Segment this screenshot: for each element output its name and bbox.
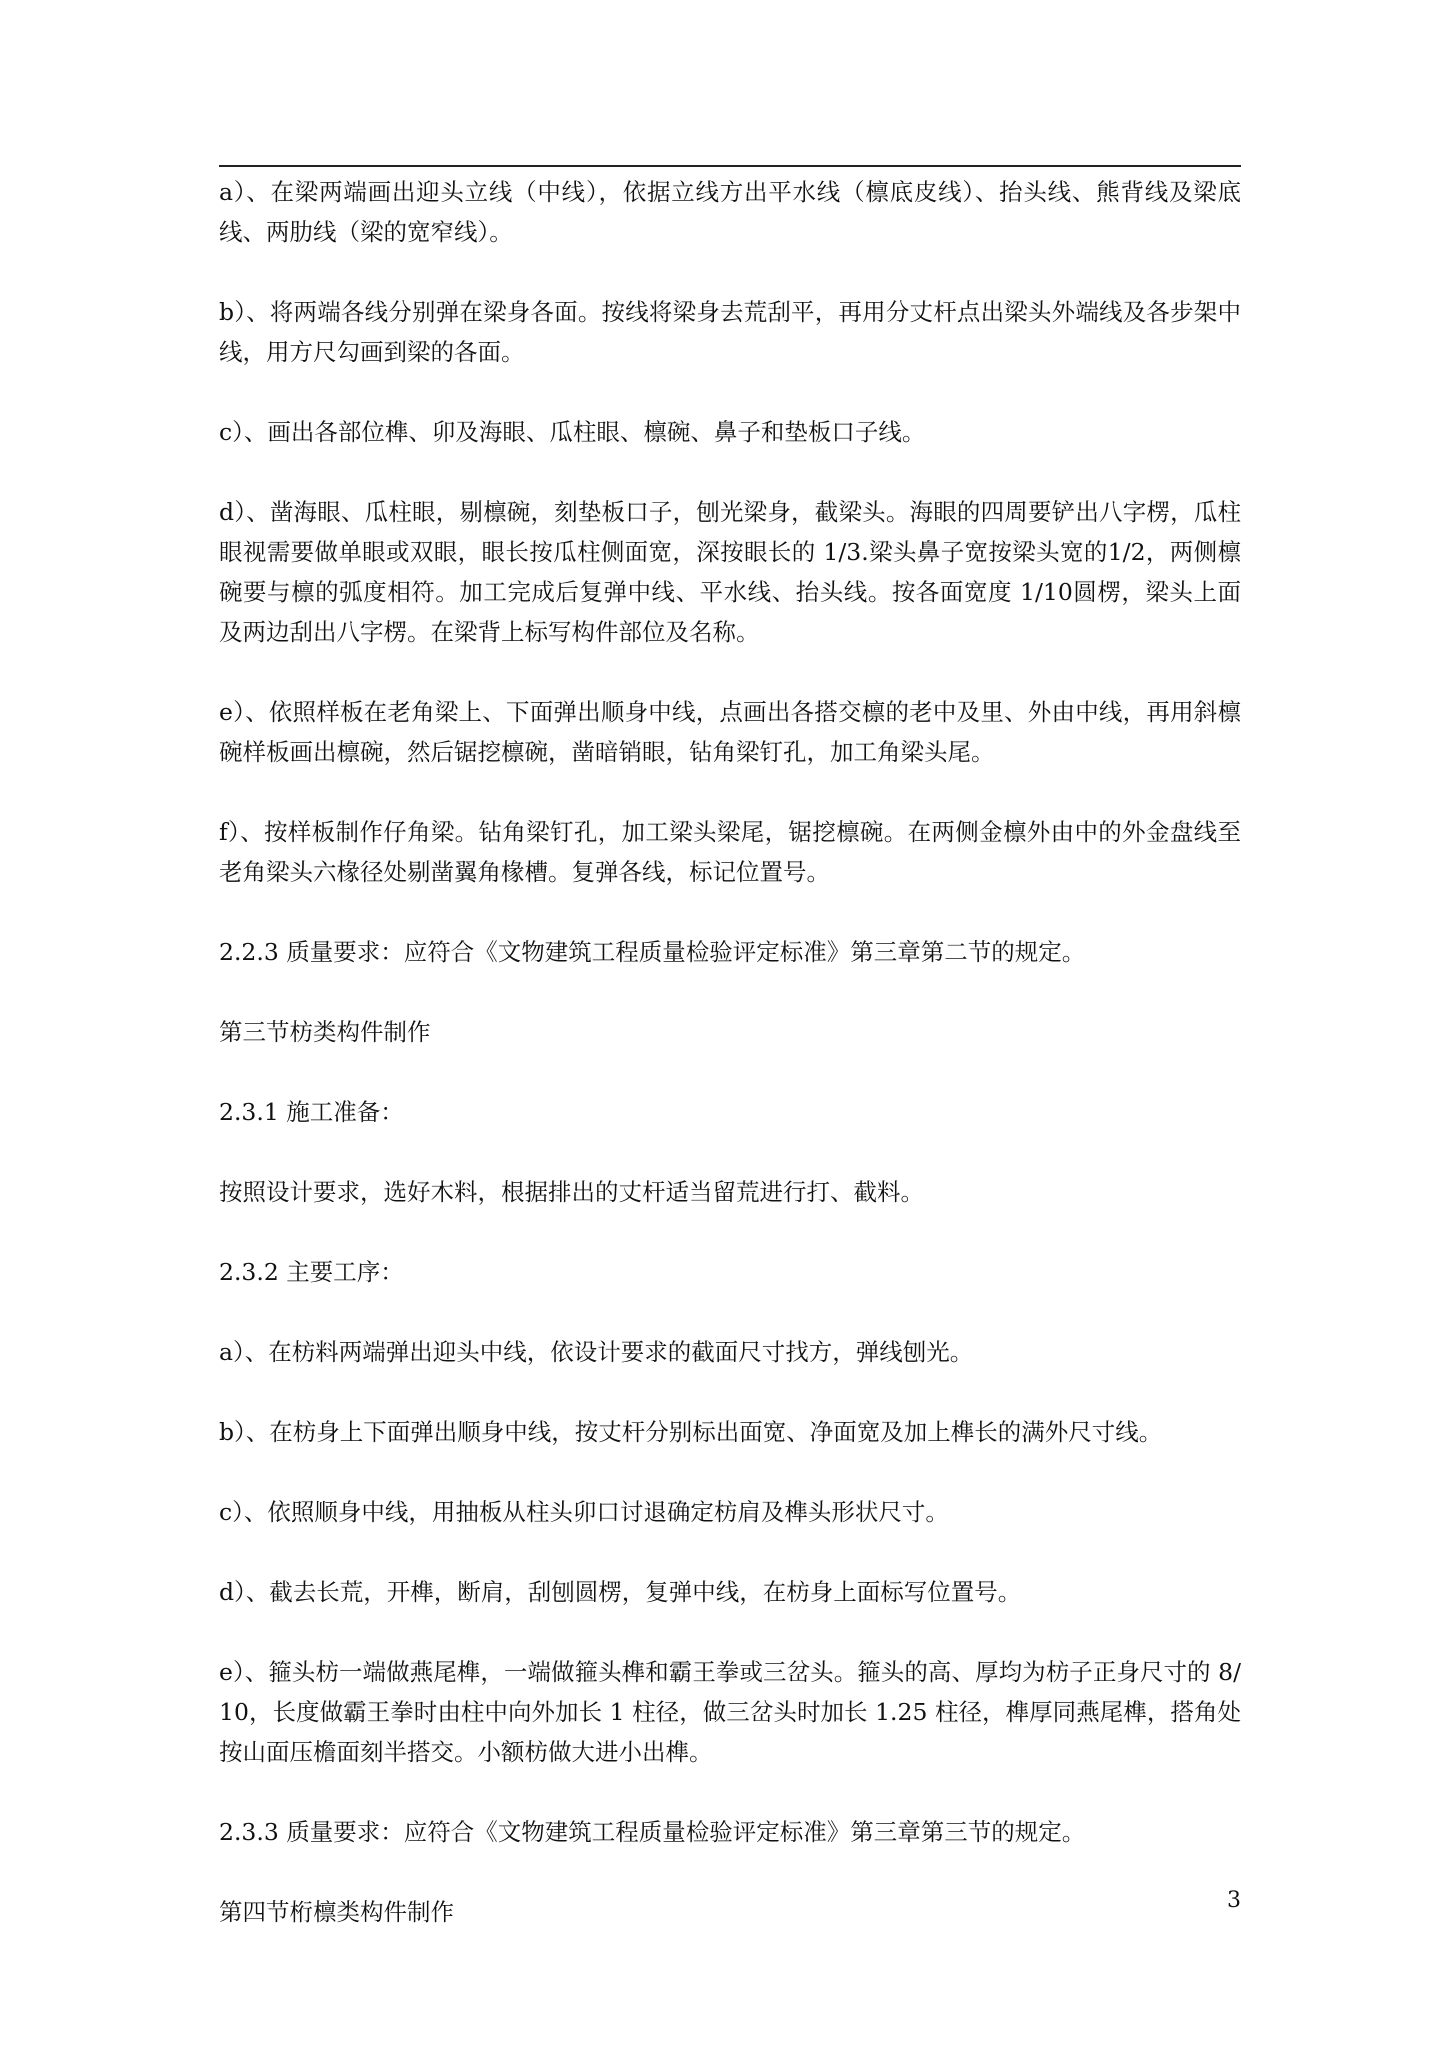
- document-body: [219, 172, 1241, 1932]
- paragraph-d-fang-tenon: d）、截去长荒，开榫，断肩，刮刨圆楞，复弹中线，在枋身上面标写位置号。: [219, 1578, 1022, 1606]
- paragraph-c-tenon-lines: c）、画出各部位榫、卯及海眼、瓜柱眼、檩碗、鼻子和垫板口子线。: [219, 418, 926, 446]
- paragraph-2-3-1-prep: 2.3.1 施工准备：: [219, 1098, 404, 1126]
- paragraph-2-3-2-process: 2.3.2 主要工序：: [219, 1258, 404, 1286]
- paragraph-d-chiseling: d）、凿海眼、瓜柱眼，剔檩碗，刻垫板口子，刨光梁身，截梁头。海眼的四周要铲出八字楞，瓜柱眼视需要做单眼或双眼，眼长按瓜柱侧面宽，深按眼长的 1/3.梁头鼻子宽按梁头宽的1/2，两侧檩碗要与檩的弧度相符。加工完成后复弹中线、平水线、抬头线。按各面宽度 1/10圆楞，梁头上面及两边刮出八字楞。在梁背上标写构件部位及名称。: [219, 498, 1241, 646]
- paragraph-c-fang-shoulder: c）、依照顺身中线，用抽板从柱头卯口讨退确定枋肩及榫头形状尺寸。: [219, 1498, 949, 1526]
- paragraph-b-beam-faces: b）、将两端各线分别弹在梁身各面。按线将梁身去荒刮平，再用分丈杆点出梁头外端线及各步架中线，用方尺勾画到梁的各面。: [219, 298, 1241, 366]
- section-heading-4: 第四节桁檩类构件制作: [219, 1898, 454, 1926]
- paragraph-a-fang-ends: a）、在枋料两端弹出迎头中线，依设计要求的截面尺寸找方，弹线刨光。: [219, 1338, 974, 1366]
- paragraph-a-beam-lines: a）、在梁两端画出迎头立线（中线），依据立线方出平水线（檩底皮线）、抬头线、熊背线及梁底线、两肋线（梁的宽窄线）。: [219, 178, 1241, 246]
- header-rule: [219, 165, 1241, 167]
- paragraph-e-hoop-fang: e）、箍头枋一端做燕尾榫，一端做箍头榫和霸王拳或三岔头。箍头的高、厚均为枋子正身尺寸的 8/10，长度做霸王拳时由柱中向外加长 1 柱径，做三岔头时加长 1.25 柱径，榫厚同燕尾榫，搭角处按山面压檐面刻半搭交。小额枋做大进小出榫。: [219, 1658, 1241, 1766]
- paragraph-prep-body: 按照设计要求，选好木料，根据排出的丈杆适当留荒进行打、截料。: [219, 1178, 924, 1206]
- page-number: 3: [1227, 1888, 1241, 1913]
- paragraph-e-corner-beam: e）、依照样板在老角梁上、下面弹出顺身中线，点画出各搭交檩的老中及里、外由中线，再用斜檩碗样板画出檩碗，然后锯挖檩碗，凿暗销眼，钻角梁钉孔，加工角梁头尾。: [219, 698, 1241, 766]
- paragraph-2-3-3-quality: 2.3.3 质量要求：应符合《文物建筑工程质量检验评定标准》第三章第三节的规定。: [219, 1818, 1086, 1846]
- paragraph-f-sub-corner-beam: f）、按样板制作仔角梁。钻角梁钉孔，加工梁头梁尾，锯挖檩碗。在两侧金檩外由中的外金盘线至老角梁头六椽径处剔凿翼角椽槽。复弹各线，标记位置号。: [219, 818, 1241, 886]
- paragraph-2-2-3-quality: 2.2.3 质量要求：应符合《文物建筑工程质量检验评定标准》第三章第二节的规定。: [219, 938, 1086, 966]
- section-heading-3: 第三节枋类构件制作: [219, 1018, 431, 1046]
- paragraph-b-fang-body: b）、在枋身上下面弹出顺身中线，按丈杆分别标出面宽、净面宽及加上榫长的满外尺寸线。: [219, 1418, 1163, 1446]
